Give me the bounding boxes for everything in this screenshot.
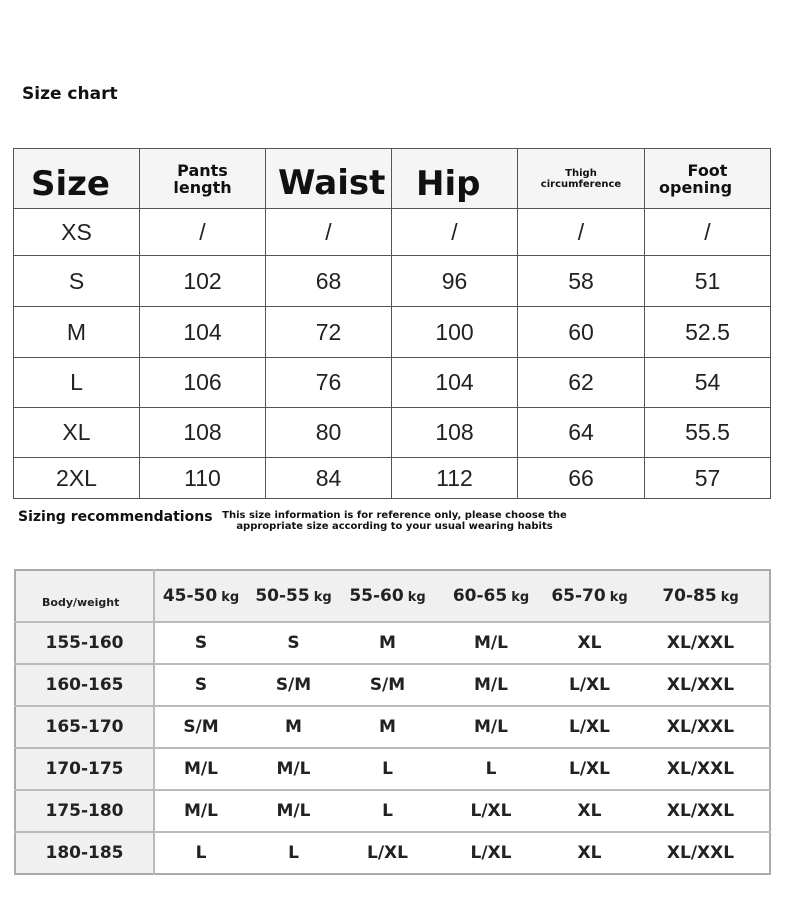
measurement-cell: / xyxy=(266,209,392,256)
weight-range: 65-70 xyxy=(551,586,606,606)
weight-range: 60-65 xyxy=(452,586,508,606)
weight-range: 45-50 xyxy=(162,586,218,606)
recommended-size-cell: L/XL xyxy=(470,843,512,863)
measurement-cell: / xyxy=(518,209,645,256)
recommended-size-cell: L/XL xyxy=(435,790,547,832)
measurement-cell: 66 xyxy=(518,458,645,499)
measurement-cell: 57 xyxy=(645,458,771,499)
recommended-size-cell: XL/XXL xyxy=(632,706,770,748)
size-label-cell: S xyxy=(14,256,140,307)
recommended-size-cell: XL xyxy=(547,790,632,832)
recommended-size-cell: S xyxy=(154,622,247,664)
size-chart-table xyxy=(13,148,771,499)
header-pants-length-line2: length xyxy=(173,177,232,197)
height-range-cell: 165-170 xyxy=(15,706,154,748)
measurement-cell: 52.5 xyxy=(645,307,771,358)
header-waist: Waist xyxy=(266,149,392,209)
size-row xyxy=(14,358,771,408)
recommended-size-cell: M/L xyxy=(435,706,547,748)
measurement-cell: 68 xyxy=(266,256,392,307)
header-size: Size xyxy=(14,149,140,209)
measurement-cell: 84 xyxy=(266,458,392,499)
recommendation-row xyxy=(15,832,770,874)
recommended-size-cell: M xyxy=(340,622,435,664)
weight-unit: kg xyxy=(609,590,628,605)
header-thigh-line1: Thigh xyxy=(565,167,597,179)
size-label-cell: XS xyxy=(14,209,140,256)
weight-unit: kg xyxy=(720,590,739,605)
measurement-cell: 72 xyxy=(266,307,392,358)
size-chart-header-row xyxy=(14,149,771,209)
measurement-cell: 104 xyxy=(140,307,266,358)
recommended-size-cell: S xyxy=(154,664,247,706)
recommended-size-cell: S/M xyxy=(340,664,435,706)
recommended-size-cell: L/XL xyxy=(547,748,632,790)
height-range-cell: 160-165 xyxy=(15,664,154,706)
size-label-cell: M xyxy=(14,307,140,358)
weight-range: 50-55 xyxy=(255,586,310,606)
header-foot-opening xyxy=(645,149,771,209)
recommended-size-cell: M/L xyxy=(154,790,247,832)
header-hip: Hip xyxy=(392,149,518,209)
recommended-size-cell: XL/XXL xyxy=(632,790,770,832)
weight-unit: kg xyxy=(407,590,426,605)
header-thigh-line2: circumference xyxy=(540,178,622,190)
recommended-size-cell: M/L xyxy=(247,790,340,832)
height-range-cell: 175-180 xyxy=(15,790,154,832)
recommended-size-cell: S/M xyxy=(154,706,247,748)
measurement-cell: 55.5 xyxy=(645,408,771,458)
weight-header-cell xyxy=(632,570,770,622)
recommendation-row xyxy=(15,790,770,832)
height-range-cell: 180-185 xyxy=(15,832,154,874)
measurement-cell: 102 xyxy=(140,256,266,307)
measurement-cell: / xyxy=(140,209,266,256)
weight-unit: kg xyxy=(313,590,332,605)
recommendation-row xyxy=(15,706,770,748)
recommended-size-cell: XL xyxy=(547,622,632,664)
sizing-recommendations-title: Sizing recommendations xyxy=(18,509,213,525)
size-label-cell: 2XL xyxy=(14,458,140,499)
header-thigh xyxy=(518,149,645,209)
recommended-size-cell: M/L xyxy=(247,748,340,790)
recommended-size-cell: L xyxy=(288,843,299,863)
size-row xyxy=(14,256,771,307)
size-row xyxy=(14,209,771,256)
weight-header-cell xyxy=(435,570,547,622)
weight-range: 55-60 xyxy=(349,586,404,606)
measurement-cell: / xyxy=(645,209,771,256)
measurement-cell: 51 xyxy=(645,256,771,307)
weight-unit: kg xyxy=(511,590,530,605)
header-pants-length xyxy=(140,149,266,209)
measurement-cell: 62 xyxy=(518,358,645,408)
weight-range: 70-85 xyxy=(662,586,717,606)
measurement-cell: 54 xyxy=(645,358,771,408)
weight-unit: kg xyxy=(221,590,240,605)
recommended-size-cell: L xyxy=(340,748,435,790)
recommended-size-cell: XL xyxy=(577,843,602,863)
size-chart-title: Size chart xyxy=(22,84,118,104)
size-row xyxy=(14,307,771,358)
recommended-size-cell: XL/XXL xyxy=(632,664,770,706)
recommended-size-cell: S/M xyxy=(247,664,340,706)
recommended-size-cell: M/L xyxy=(435,622,547,664)
recommendation-header-row xyxy=(15,570,770,622)
recommended-size-cell: M xyxy=(247,706,340,748)
recommendation-table xyxy=(14,569,771,875)
recommended-size-cell: L/XL xyxy=(547,664,632,706)
size-row xyxy=(14,408,771,458)
recommended-size-cell: L xyxy=(435,748,547,790)
weight-header-cell xyxy=(247,570,340,622)
size-label-cell: L xyxy=(14,358,140,408)
measurement-cell: 60 xyxy=(518,307,645,358)
recommended-size-cell: L/XL xyxy=(367,843,408,863)
recommended-size-cell: XL/XXL xyxy=(632,748,770,790)
recommended-size-cell: L xyxy=(195,843,207,863)
measurement-cell: 108 xyxy=(140,408,266,458)
recommended-size-cell: XL/XXL xyxy=(632,622,770,664)
header-foot-line1: Foot xyxy=(687,160,728,180)
weight-header-cell xyxy=(340,570,435,622)
measurement-cell: 80 xyxy=(266,408,392,458)
measurement-cell: 96 xyxy=(392,256,518,307)
recommended-size-cell: M/L xyxy=(154,748,247,790)
weight-header-cell xyxy=(547,570,632,622)
measurement-cell: 76 xyxy=(266,358,392,408)
measurement-cell: 112 xyxy=(392,458,518,499)
weight-header-cell xyxy=(154,570,247,622)
height-range-cell: 170-175 xyxy=(15,748,154,790)
measurement-cell: 106 xyxy=(140,358,266,408)
recommendation-row xyxy=(15,748,770,790)
measurement-cell: 110 xyxy=(140,458,266,499)
size-label-cell: XL xyxy=(14,408,140,458)
measurement-cell: / xyxy=(392,209,518,256)
measurement-cell: 104 xyxy=(392,358,518,408)
header-pants-length-line1: Pants xyxy=(177,160,228,180)
recommendation-row xyxy=(15,664,770,706)
body-weight-label: Body/weight xyxy=(15,570,154,622)
recommended-size-cell: XL/XXL xyxy=(666,843,735,863)
height-range-cell: 155-160 xyxy=(15,622,154,664)
size-row xyxy=(14,458,771,499)
recommended-size-cell: L/XL xyxy=(547,706,632,748)
reference-note: This size information is for reference only, please choose the appropriate size according to your usual wearing habits xyxy=(222,510,567,532)
measurement-cell: 58 xyxy=(518,256,645,307)
header-foot-line2: opening xyxy=(659,177,733,197)
recommendation-row xyxy=(15,622,770,664)
recommended-size-cell: M/L xyxy=(435,664,547,706)
recommended-size-cell: L xyxy=(340,790,435,832)
recommended-size-cell: S xyxy=(247,622,340,664)
measurement-cell: 64 xyxy=(518,408,645,458)
measurement-cell: 108 xyxy=(392,408,518,458)
measurement-cell: 100 xyxy=(392,307,518,358)
recommended-size-cell: M xyxy=(340,706,435,748)
